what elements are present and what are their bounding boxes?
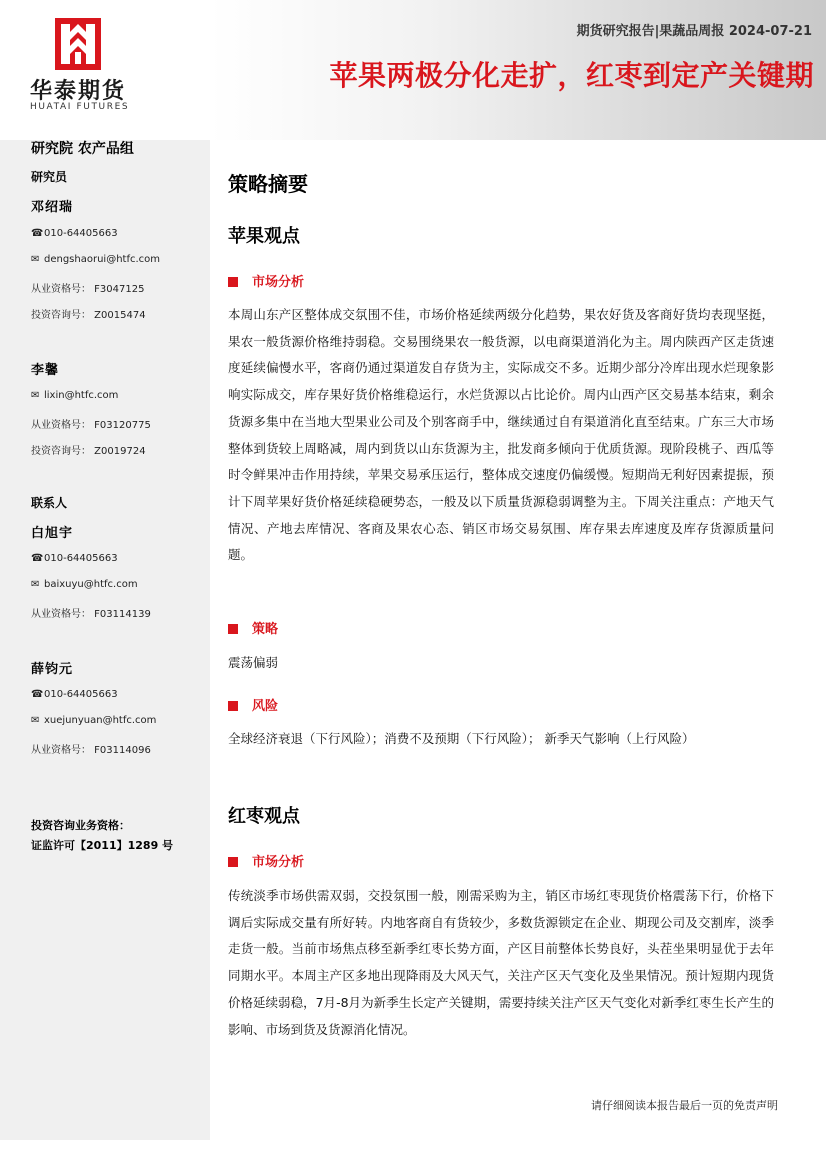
research-group: 研究院 农产品组 (31, 141, 134, 157)
jujube-market-label: 市场分析 (252, 855, 305, 870)
phone-icon: ☎ (31, 228, 44, 239)
apple-market-heading (228, 271, 304, 290)
contact-phone (31, 689, 118, 700)
jujube-market-heading (228, 851, 304, 870)
apple-strategy-heading (228, 618, 278, 637)
apple-strategy-label: 策略 (252, 622, 279, 637)
contact-email[interactable] (31, 579, 138, 590)
mail-icon: ✉ (31, 715, 40, 726)
author-cert: 从业资格号： F03120775 (31, 420, 151, 431)
phone-number: 010-64405663 (44, 689, 118, 700)
author-name: 李馨 (31, 363, 60, 378)
contact-phone (31, 553, 118, 564)
bullet-square-icon (228, 277, 238, 287)
phone-icon: ☎ (31, 689, 44, 700)
license-line-1: 投资咨询业务资格： (31, 819, 130, 832)
apple-strategy-text: 震荡偏弱 (228, 655, 279, 670)
apple-risk-heading (228, 695, 278, 714)
contact-cert: 从业资格号： F03114096 (31, 745, 151, 756)
researcher-label: 研究员 (31, 170, 68, 184)
author-email[interactable] (31, 390, 118, 401)
apple-risk-text: 全球经济衰退（下行风险）；消费不及预期（下行风险）； 新季天气影响（上行风险） (228, 731, 695, 746)
contact-name: 白旭宇 (31, 526, 74, 541)
phone-number: 010-64405663 (44, 553, 118, 564)
logo-text-en: HUATAI FUTURES (30, 102, 130, 112)
author-cert: 从业资格号： F3047125 (31, 284, 145, 295)
email-address: baixuyu@htfc.com (44, 579, 138, 590)
logo-mark-icon (55, 18, 101, 70)
logo-text-cn: 华泰期货 (30, 79, 127, 104)
jujube-section-title: 红枣观点 (228, 806, 300, 827)
author-phone (31, 228, 118, 239)
report-title: 苹果两极分化走扩，红枣到定产关键期 (329, 59, 814, 92)
license-line-2: 证监许可【2011】1289 号 (31, 839, 174, 852)
apple-market-label: 市场分析 (252, 275, 305, 290)
report-header (0, 0, 826, 140)
email-address: xuejunyuan@htfc.com (44, 715, 157, 726)
bullet-square-icon (228, 701, 238, 711)
license-info (31, 816, 173, 856)
mail-icon: ✉ (31, 390, 40, 401)
apple-risk-label: 风险 (252, 699, 279, 714)
report-meta: 期货研究报告|果蔬品周报 2024-07-21 (576, 24, 812, 39)
author-advisory-cert: 投资咨询号： Z0019724 (31, 446, 146, 457)
email-address: lixin@htfc.com (44, 390, 119, 401)
contact-name: 薛钧元 (31, 662, 74, 677)
phone-number: 010-64405663 (44, 228, 118, 239)
jujube-market-text: 传统淡季市场供需双弱，交投氛围一般，刚需采购为主，销区市场红枣现货价格震荡下行，价格下调后实际成交量有所好转。内地客商自有货较少，多数货源锁定在企业、期现公司及交割库，淡季走货一般。当前市场焦点移至新季红枣长势方面，产区目前整体长势良好，头茬坐果明显优于去年同期水平。本周主产区多地出现降雨及大风天气，关注产区天气变化及坐果情况。预计短期内现货价格延续弱稳，7月-8月为新季生长定产关键期，需要持续关注产区天气变化对新季红枣生长产生的影响、市场到货及货源消化情况。 (228, 888, 774, 1037)
company-logo (30, 14, 140, 114)
contact-label: 联系人 (31, 496, 68, 510)
apple-market-text: 本周山东产区整体成交氛围不佳，市场价格延续两级分化趋势，果农好货及客商好货均表现坚挺，果农一般货源价格维持弱稳。交易围绕果农一般货源，以电商渠道消化为主。周内陕西产区走货速度延续偏慢水平，客商仍通过渠道发自存货为主，实际成交不多。近期少部分冷库出现水烂现象影响实际成交，库存果好货价格维稳运行，水烂货源以占比论价。周内山西产区交易基本结束，剩余货源多集中在当地大型果业公司及个别客商手中，继续通过自有渠道消化直至结束。广东三大市场整体到货较上周略减，周内到货以山东货源为主，批发商多倾向于优质货源。现阶段桃子、西瓜等时令鲜果冲击作用持续，苹果交易承压运行，整体成交速度仍偏缓慢。短期尚无利好因素提振，预计下周苹果好货价格延续稳硬势态，一般及以下质量货源稳弱调整为主。下周关注重点：产地天气情况、产地去库情况、客商及果农心态、销区市场交易氛围、库存果去库速度及库存货源质量问题。 (228, 307, 774, 563)
contact-email[interactable] (31, 715, 156, 726)
bullet-square-icon (228, 624, 238, 634)
bullet-square-icon (228, 857, 238, 867)
phone-icon: ☎ (31, 553, 44, 564)
mail-icon: ✉ (31, 254, 40, 265)
disclaimer-footer: 请仔细阅读本报告最后一页的免责声明 (591, 1099, 778, 1112)
author-email[interactable] (31, 254, 160, 265)
contact-cert: 从业资格号： F03114139 (31, 609, 151, 620)
author-advisory-cert: 投资咨询号： Z0015474 (31, 310, 146, 321)
apple-section-title: 苹果观点 (228, 226, 300, 247)
summary-title: 策略摘要 (228, 172, 308, 196)
email-address: dengshaorui@htfc.com (44, 254, 161, 265)
mail-icon: ✉ (31, 579, 40, 590)
author-name: 邓绍瑞 (31, 200, 74, 215)
